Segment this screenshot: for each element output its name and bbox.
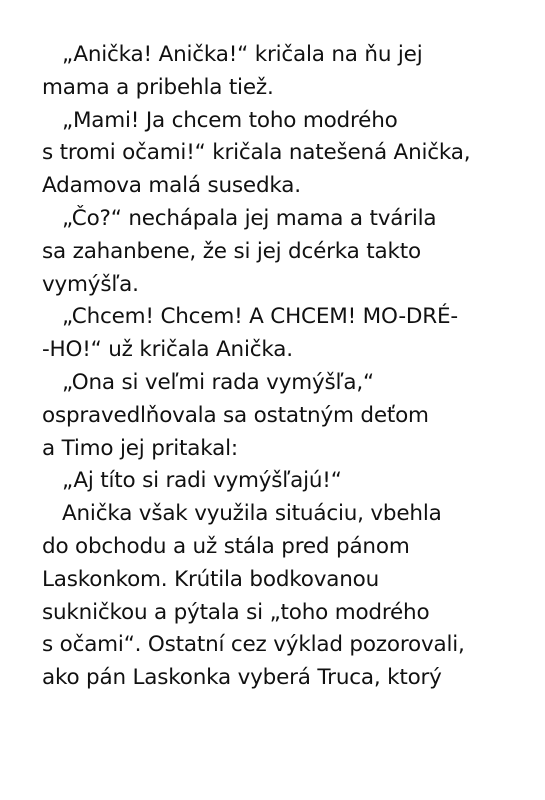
text-line: Laskonkom. Krútila bodkovanou — [42, 566, 380, 592]
text-line: ako pán Laskonka vyberá Truca, ktorý — [42, 665, 442, 691]
text-line: „Anička! Anička!“ kričala na ňu jej — [62, 42, 423, 67]
text-line: s tromi očami!“ kričala natešená Anička, — [42, 140, 471, 166]
text-line: „Ona si veľmi rada vymýšľa,“ — [62, 369, 374, 395]
book-page-text — [42, 39, 522, 695]
text-line: sa zahanbene, že si jej dcérka takto — [42, 238, 421, 264]
text-line: vymýšľa. — [42, 271, 139, 297]
text-line: s očami“. Ostatní cez výklad pozorovali, — [42, 632, 465, 658]
text-line: Anička však využila situáciu, vbehla — [62, 501, 442, 527]
text-line: a Timo jej pritakal: — [42, 435, 238, 461]
text-line: ospravedlňovala sa ostatným deťom — [42, 402, 429, 428]
text-line: „Čo?“ nechápala jej mama a tvárila — [62, 205, 437, 231]
text-line: -HO!“ už kričala Anička. — [42, 337, 293, 363]
text-line: mama a pribehla tiež. — [42, 74, 274, 100]
text-line: sukničkou a pýtala si „toho modrého — [42, 599, 430, 625]
text-line: „Aj títo si radi vymýšľajú!“ — [62, 468, 342, 494]
text-line: Adamova malá susedka. — [42, 173, 301, 199]
text-line: „Mami! Ja chcem toho modrého — [62, 107, 398, 133]
text-line: „Chcem! Chcem! A CHCEM! MO-DRÉ- — [62, 304, 458, 330]
text-line: do obchodu a už stála pred pánom — [42, 533, 410, 559]
